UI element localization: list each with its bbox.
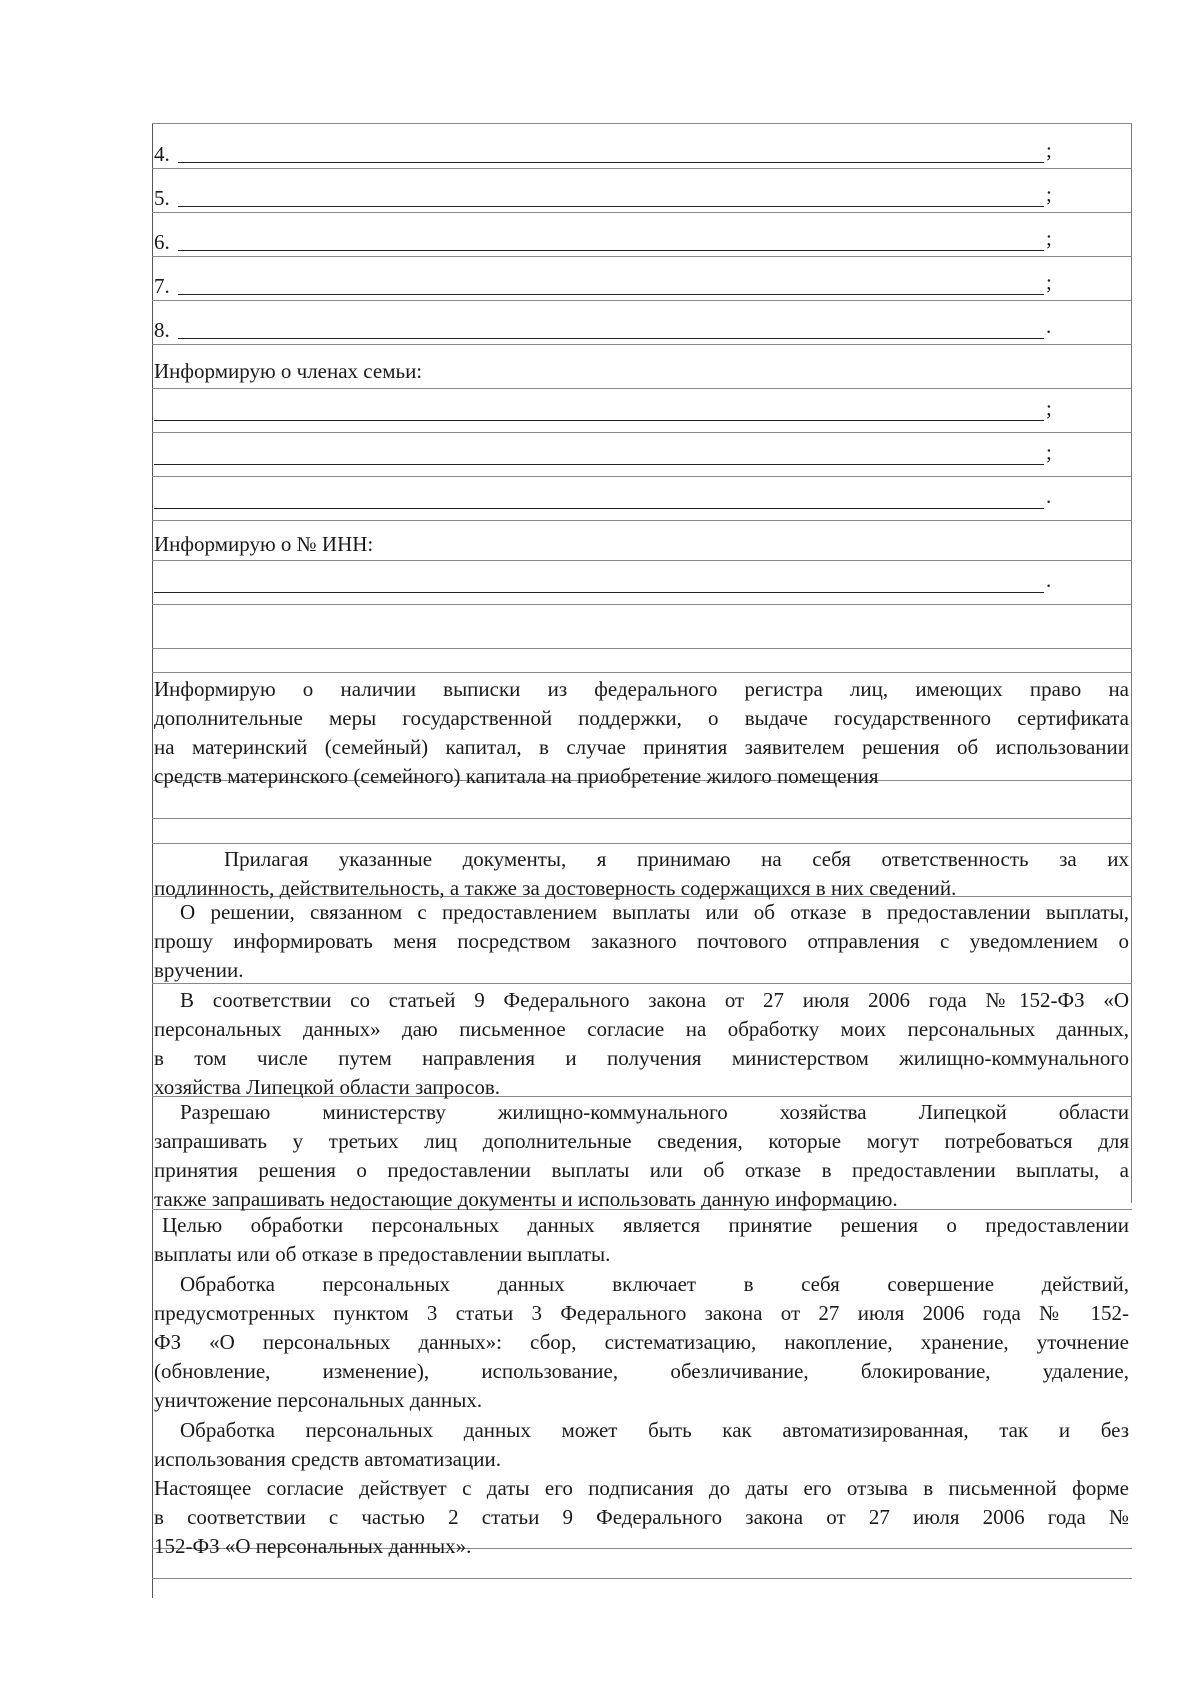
validity-paragraph: Настоящее согласие действует с даты его подписания до даты его отзыва в письменной форме в соответствии с частью 2 статьи 9 Федерального закона от 27 июля 2006 года № 152-ФЗ «О персональных данных». [154, 1476, 1129, 1558]
answer-line[interactable] [154, 592, 1044, 593]
answer-line[interactable] [178, 206, 1044, 207]
answer-line[interactable] [178, 162, 1044, 163]
item-number: 7. [154, 274, 170, 298]
item-number: 4. [154, 142, 170, 166]
line-end-mark: . [1046, 568, 1052, 592]
item-end-mark: . [1046, 314, 1052, 338]
answer-line[interactable] [154, 508, 1044, 509]
inform-paragraph: О решении, связанном с предоставлением выплаты или об отказе в предоставлении выплаты, прошу информировать меня посредством заказного почтового отправления с уведомлением о вручении. [154, 900, 1129, 982]
item-end-mark: ; [1046, 226, 1052, 250]
item-number: 8. [154, 318, 170, 342]
item-end-mark: ; [1046, 138, 1052, 162]
item-number: 6. [154, 230, 170, 254]
line-end-mark: ; [1046, 396, 1052, 420]
family-label: Информирую о членах семьи: [154, 359, 423, 383]
answer-line[interactable] [154, 420, 1044, 421]
responsibility-paragraph: Прилагая указанные документы, я принимаю на себя ответственность за их подлинность, действительность, а также за достоверность содержащихся в них сведений. [154, 847, 1129, 900]
answer-line[interactable] [178, 338, 1044, 339]
item-end-mark: ; [1046, 270, 1052, 294]
permit-paragraph: Разрешаю министерству жилищно-коммунального хозяйства Липецкой области запрашивать у третьих лиц дополнительные сведения, которые могут потребоваться для принятия решения о предоставлении выплаты или об отказе в предоставлении выплаты, а также запрашивать недостающие документы и использовать данную информацию. [154, 1100, 1129, 1211]
answer-line[interactable] [154, 464, 1044, 465]
line-end-mark: ; [1046, 440, 1052, 464]
line-end-mark: . [1046, 484, 1052, 508]
inn-label: Информирую о № ИНН: [154, 532, 374, 556]
answer-line[interactable] [178, 294, 1044, 295]
purpose-paragraph: Целью обработки персональных данных является принятие решения о предоставлении выплаты или об отказе в предоставлении выплаты. [154, 1213, 1129, 1266]
consent-paragraph: В соответствии со статьей 9 Федерального закона от 27 июля 2006 года №152-ФЗ «О персональных данных» даю письменное согласие на обработку моих персональных данных, в том числе путем направления и получения министерством жилищно-коммунального хозяйства Липецкой области запросов. [154, 988, 1129, 1099]
extract-paragraph: Информирую о наличии выписки из федерального регистра лиц, имеющих право на дополнительные меры государственной поддержки, о выдаче государственного сертификата на материнский (семейный) капитал, в случае принятия заявителем решения об использовании средств материнского (семейного) капитала на приобретение жилого помещения [154, 677, 1129, 788]
frame-right-border [1131, 123, 1132, 1203]
item-number: 5. [154, 186, 170, 210]
item-end-mark: ; [1046, 182, 1052, 206]
answer-line[interactable] [178, 250, 1044, 251]
processing-paragraph: Обработка персональных данных включает в себя совершение действий, предусмотренных пунктом 3 статьи 3 Федерального закона от 27 июля 2006 года № 152- ФЗ «О персональных данных»: сбор, систематизацию, накопление, хранение, уточнение (обновление, изменение), использование, обезличивание, блокирование, удаление, уничтожение персональных данных. [154, 1272, 1129, 1412]
automation-paragraph: Обработка персональных данных может быть как автоматизированная, так и без использования средств автоматизации. [154, 1418, 1129, 1471]
